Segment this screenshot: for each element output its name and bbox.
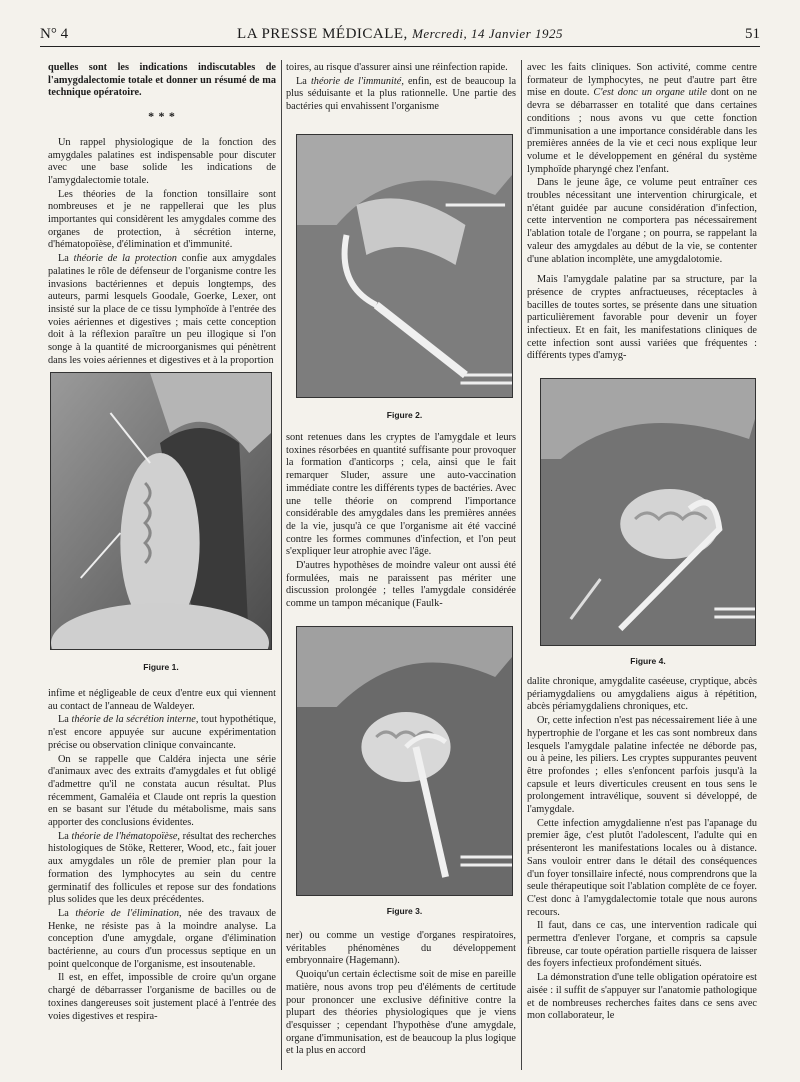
figure-3-caption: Figure 3. [386, 906, 423, 916]
theory-term: théorie de la protection [73, 253, 177, 265]
paragraph: Il est, en effet, impossible de croire qu'un organe chargé de débarrasser l'organisme de bacilles ou de toxines dangereuses soit justement placé à l'entrée des voies digestives et respira- [48, 972, 276, 1022]
figure-2-illustration [296, 134, 513, 398]
paragraph: avec les faits cliniques. Son activité, comme centre formateur de lymphocytes, ne peut d'autre part être mise en doute. C'est donc un organe utile dont on ne devra se débarrasser en totalité que dans certaines conditions ; nous avons vu que cette fonction d'immunisation a une importance considérable dans les premières années de la vie et ceci nous explique leur volume et le développement en général du système lymphoïde pharyngé chez l'enfant. [527, 62, 757, 175]
figure-1-illustration [50, 372, 272, 650]
figure-4 [540, 378, 756, 668]
paragraph: sont retenues dans les cryptes de l'amygdale et leurs toxines résorbées en quantité suffisante pour provoquer la formation d'anticorps ; cela, ainsi que le fait remarquer Sluder, assure une auto-vaccination immédiate contre les différents types de bactéries. Avec une telle théorie on comprend l'importance considérable des amygdales dans les premières années de la vie, jusqu'à ce que l'organisme ait été vacciné contre les formes communes d'infection, et l'on peut s'expliquer leur atrophie avec l'âge. [286, 432, 516, 558]
paragraph: Cette infection amygdalienne n'est pas l'apanage du premier âge, c'est plutôt l'adolescent, l'adulte qui en présenteront les manifestations locales ou à distance. Sans vouloir entrer dans le détail des conséquences d'un foyer tonsillaire infecté, nous comprendrons que la seule thérapeutique soit l'ablation complète de ce foyer. C'est donc à l'amygdalectomie totale que nous aurons recours. [527, 817, 757, 918]
paragraph: Les théories de la fonction tonsillaire sont nombreuses et je ne rappellerai que les plus importantes qui considèrent les amygdales comme des organes de protection, à sécrétion interne, d'hématopoïèse, d'élimination et d'immunité. [48, 188, 276, 251]
paragraph: D'autres hypothèses de moindre valeur ont aussi été formulées, mais ne paraissent pas mériter une discussion prolongée ; telles l'amygdale considérée comme un tampon mécanique (Faulk- [286, 560, 516, 610]
paragraph: Dans le jeune âge, ce volume peut entraîner ces troubles nécessitant une intervention chirurgicale, et n'étant guidée par aucune considération d'infection, cette intervention ne comportera pas nécessairement l'ablation totale de l'organe ; on pourra, se rappelant la valeur des amygdales au début de la vie, se contenter d'une ablation incomplète, une amygdalotomie. [527, 177, 757, 265]
issue-date: Mercredi, 14 Janvier 1925 [412, 26, 563, 41]
paragraph: infime et négligeable de ceux d'entre eux qui viennent au contact de l'anneau de Waldeyer. [48, 688, 276, 712]
figure-4-caption: Figure 4. [630, 656, 666, 666]
paragraph: Or, cette infection n'est pas nécessairement liée à une hypertrophie de l'organe et les cas sont nombreux dans lesquels l'amygdale palatine infectée ne déborde pas, ou à peine, les piliers. Les cryptes suppurantes peuvent être profondes ; elles s'enfoncent parfois jusqu'à la capsule et leurs diverticules creusent en tous sens le prolongement intravélique, souvent si développé, de l'amygdale. [527, 715, 757, 816]
paragraph: toires, au risque d'assurer ainsi une réinfection rapide. [286, 62, 508, 73]
column-rule-1 [281, 60, 282, 1070]
paragraph: La démonstration d'une telle obligation opératoire est aisée : il suffit de s'appuyer sur l'anatomie pathologique et de nombreuses recherches faites dans ce sens avec mon collaborateur, le [527, 972, 757, 1022]
theory-term: théorie de l'hématopoïèse [71, 830, 178, 842]
figure-2 [296, 134, 513, 424]
paragraph: Il faut, dans ce cas, une intervention radicale qui permettra d'enlever l'organe, et compris sa capsule fibreuse, car toute opération partielle risquera de laisser des foyers infectieux profondément situés. [527, 920, 757, 970]
theory-term: théorie de l'élimination [75, 907, 180, 919]
paragraph: La théorie de l'hématopoïèse, résultat des recherches histologiques de Stöke, Retterer, Wood, etc., fait jouer aux amygdales un rôle de premier plan pour la formation des lymphocytes au sein du centre germinatif des follicules et repose sur des fondations plus solides que les deux précédentes. [48, 830, 277, 906]
paragraph: Mais l'amygdale palatine par sa structure, par la présence de cryptes anfractueuses, réceptacles à bacilles de toutes sortes, se présente dans une situation particulièrement favorable pour devenir un foyer infectieux. Et en fait, les manifestations cliniques de cette infection sont aussi variées que fréquentes : différents types d'amyg- [527, 274, 757, 362]
figure-1-caption: Figure 1. [143, 662, 179, 672]
paragraph: dalite chronique, amygdalite caséeuse, cryptique, abcès périamygdaliens ou amygdaliens aigus à répétition, abcès périamygdaliens chroniques, etc. [527, 676, 757, 713]
paragraph: La théorie de l'immunité, enfin, est de beaucoup la plus séduisante et la plus rationnelle. Une partie des bactéries qui envahissent l'organisme [286, 75, 517, 113]
theory-term: théorie de l'immunité [310, 75, 402, 87]
column-3-top [527, 62, 757, 364]
column-rule-2 [521, 60, 522, 1070]
figure-3 [296, 626, 513, 918]
column-1-top [48, 62, 276, 368]
asterism: * * * [148, 109, 176, 124]
figure-4-illustration [540, 378, 756, 646]
paragraph: La théorie de l'élimination, née des travaux de Henke, ne résiste pas à la moindre analyse. La conception d'une amygdale, organe d'élimination bactérienne, au cours d'un processus septique en un point quelconque de l'organisme, est insoutenable. [48, 907, 276, 970]
paragraph: La théorie de la protection confie aux amygdales palatines le rôle de défenseur de l'organisme contre les invasions bactériennes et depuis longtemps, des auteurs, parmi lesquels Goodale, Goerke, Lexer, ont insisté sur la place de ce tissu lymphoïde à l'entrée des voies aériennes et digestives ; mais cette conception doit à la réflexion paraître un peu illogique si l'on songe à la quantité de microorganismes qui pénètrent dans les voies aériennes et digestives et à la proportion [48, 253, 276, 366]
figure-2-caption: Figure 2. [386, 410, 423, 420]
issue-number: N° 4 [40, 26, 69, 42]
emphasis: C'est donc un organe utile [593, 87, 707, 99]
figure-3-illustration [296, 626, 513, 896]
column-3-bottom [527, 676, 757, 1024]
journal-title [40, 26, 760, 43]
journal-name: LA PRESSE MÉDICALE, [237, 26, 408, 42]
paragraph: Quoiqu'un certain éclectisme soit de mise en pareille matière, nous avons trop peu d'éléments de certitude pour prononcer une exclusive définitive contre la plupart des théories physiologiques que je viens d'esquisser ; cependant l'hypothèse d'une amygdale, organe d'immunisation, est de beaucoup la plus logique et la plus en accord [286, 969, 516, 1057]
page-number: 51 [745, 26, 760, 42]
page-header [40, 24, 760, 47]
figure-1 [50, 372, 272, 678]
paragraph: Un rappel physiologique de la fonction des amygdales palatines est indispensable pour discuter avec une base solide les indications de l'amygdalectomie totale. [48, 136, 276, 186]
column-1-bottom [48, 688, 276, 1024]
column-2-middle [286, 432, 516, 612]
column-2-bottom [286, 930, 516, 1059]
paragraph: quelles sont les indications indiscutables de l'amygdalectomie totale et donner un résumé de ma technique opératoire. [48, 62, 276, 99]
paragraph: On se rappelle que Caldéra injecta une série d'animaux avec des extraits d'amygdales et fut obligé d'admettre qu'il ne constata aucun résultat. Plus récemment, Gamaléia et Claude ont repris la question en se basant sur l'étude du métabolisme, mais sans apporter des conclusions évidentes. [48, 753, 276, 829]
paragraph: ner) ou comme un vestige d'organes respiratoires, véritables phénomènes du développement embryonnaire (Hagemann). [286, 930, 516, 967]
paragraph: La théorie de la sécrétion interne, tout hypothétique, n'est encore appuyée sur aucune expérimentation précise ou observation clinique convaincante. [48, 714, 277, 751]
column-2-top [286, 62, 516, 115]
theory-term: théorie de la sécrétion interne [71, 714, 196, 726]
